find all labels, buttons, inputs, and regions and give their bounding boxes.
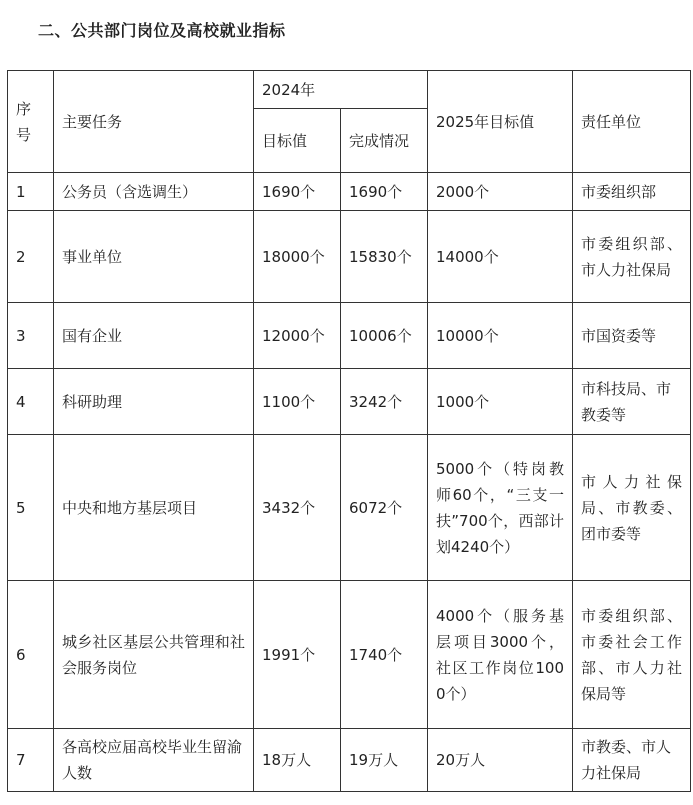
row-unit: 市委组织部	[573, 173, 691, 211]
row-done: 1740个	[341, 581, 428, 729]
header-no: 序号	[8, 71, 54, 173]
row-done: 3242个	[341, 369, 428, 435]
section-title: 二、公共部门岗位及高校就业指标	[38, 21, 286, 40]
row-no: 1	[8, 173, 54, 211]
row-done: 1690个	[341, 173, 428, 211]
row-no: 7	[8, 729, 54, 792]
header-2025-target: 2025年目标值	[428, 71, 573, 173]
row-done: 19万人	[341, 729, 428, 792]
row-done: 10006个	[341, 303, 428, 369]
row-target: 12000个	[254, 303, 341, 369]
table-row	[8, 173, 691, 211]
row-unit: 市科技局、市教委等	[573, 369, 691, 435]
row-task: 科研助理	[54, 369, 254, 435]
row-target: 18万人	[254, 729, 341, 792]
row-2025-target: 14000个	[428, 211, 573, 303]
table-row	[8, 369, 691, 435]
row-task: 城乡社区基层公共管理和社会服务岗位	[54, 581, 254, 729]
row-2025-target: 1000个	[428, 369, 573, 435]
row-task: 事业单位	[54, 211, 254, 303]
table-row	[8, 581, 691, 729]
employment-indicator-table	[7, 70, 691, 792]
header-2024: 2024年	[254, 71, 428, 109]
header-row	[8, 71, 691, 109]
row-unit: 市委组织部、市委社会工作部、市人力社保局等	[573, 581, 691, 729]
row-unit: 市国资委等	[573, 303, 691, 369]
row-target: 3432个	[254, 435, 341, 581]
row-task: 中央和地方基层项目	[54, 435, 254, 581]
table-row	[8, 303, 691, 369]
row-unit: 市人力社保局、市教委、团市委等	[573, 435, 691, 581]
row-unit: 市教委、市人力社保局	[573, 729, 691, 792]
row-no: 2	[8, 211, 54, 303]
row-no: 6	[8, 581, 54, 729]
header-target: 目标值	[254, 109, 341, 173]
row-task: 各高校应届高校毕业生留渝人数	[54, 729, 254, 792]
table-row	[8, 211, 691, 303]
row-task: 国有企业	[54, 303, 254, 369]
row-done: 15830个	[341, 211, 428, 303]
row-no: 5	[8, 435, 54, 581]
row-done: 6072个	[341, 435, 428, 581]
table-row	[8, 729, 691, 792]
row-2025-target: 4000个（服务基层项目3000个，社区工作岗位1000个）	[428, 581, 573, 729]
header-task: 主要任务	[54, 71, 254, 173]
header-done: 完成情况	[341, 109, 428, 173]
row-task: 公务员（含选调生）	[54, 173, 254, 211]
row-target: 1100个	[254, 369, 341, 435]
row-2025-target: 2000个	[428, 173, 573, 211]
table-row	[8, 435, 691, 581]
row-2025-target: 10000个	[428, 303, 573, 369]
row-no: 3	[8, 303, 54, 369]
row-target: 1690个	[254, 173, 341, 211]
row-no: 4	[8, 369, 54, 435]
header-responsible-unit: 责任单位	[573, 71, 691, 173]
row-unit: 市委组织部、市人力社保局	[573, 211, 691, 303]
row-2025-target: 5000个（特岗教师60个，“三支一扶”700个，西部计划4240个）	[428, 435, 573, 581]
row-target: 18000个	[254, 211, 341, 303]
row-target: 1991个	[254, 581, 341, 729]
row-2025-target: 20万人	[428, 729, 573, 792]
